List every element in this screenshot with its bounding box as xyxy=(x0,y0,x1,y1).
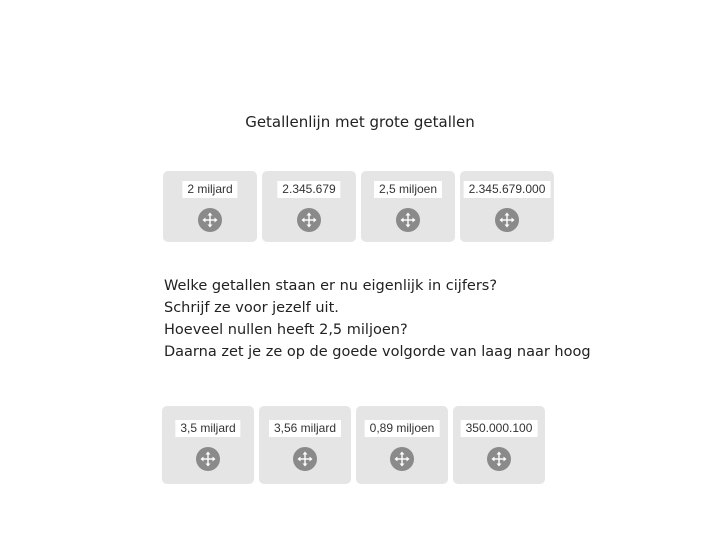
move-icon[interactable] xyxy=(390,447,414,471)
draggable-card[interactable] xyxy=(460,171,554,242)
card-label: 3,56 miljard xyxy=(269,420,341,437)
move-icon[interactable] xyxy=(198,208,222,232)
instruction-line: Welke getallen staan er nu eigenlijk in cijfers? xyxy=(164,278,498,294)
card-label: 2.345.679.000 xyxy=(464,181,551,198)
move-icon[interactable] xyxy=(196,447,220,471)
bottom-card-row xyxy=(162,406,545,484)
top-card-row xyxy=(163,171,554,242)
page-title: Getallenlijn met grote getallen xyxy=(245,113,475,131)
draggable-card[interactable] xyxy=(361,171,455,242)
move-icon[interactable] xyxy=(396,208,420,232)
move-icon[interactable] xyxy=(487,447,511,471)
card-label: 3,5 miljard xyxy=(175,420,240,437)
draggable-card[interactable] xyxy=(259,406,351,484)
move-icon[interactable] xyxy=(293,447,317,471)
move-icon[interactable] xyxy=(495,208,519,232)
card-label: 2,5 miljoen xyxy=(374,181,442,198)
card-label: 2 miljard xyxy=(182,181,237,198)
card-label: 2.345.679 xyxy=(277,181,340,198)
move-icon[interactable] xyxy=(297,208,321,232)
draggable-card[interactable] xyxy=(162,406,254,484)
instructions xyxy=(164,275,591,363)
instruction-line: Schrijf ze voor jezelf uit. xyxy=(164,300,339,316)
draggable-card[interactable] xyxy=(163,171,257,242)
draggable-card[interactable] xyxy=(356,406,448,484)
draggable-card[interactable] xyxy=(453,406,545,484)
card-label: 0,89 miljoen xyxy=(365,420,440,437)
instruction-line: Daarna zet je ze op de goede volgorde van laag naar hoog xyxy=(164,344,591,360)
card-label: 350.000.100 xyxy=(461,420,538,437)
draggable-card[interactable] xyxy=(262,171,356,242)
instruction-line: Hoeveel nullen heeft 2,5 miljoen? xyxy=(164,322,408,338)
